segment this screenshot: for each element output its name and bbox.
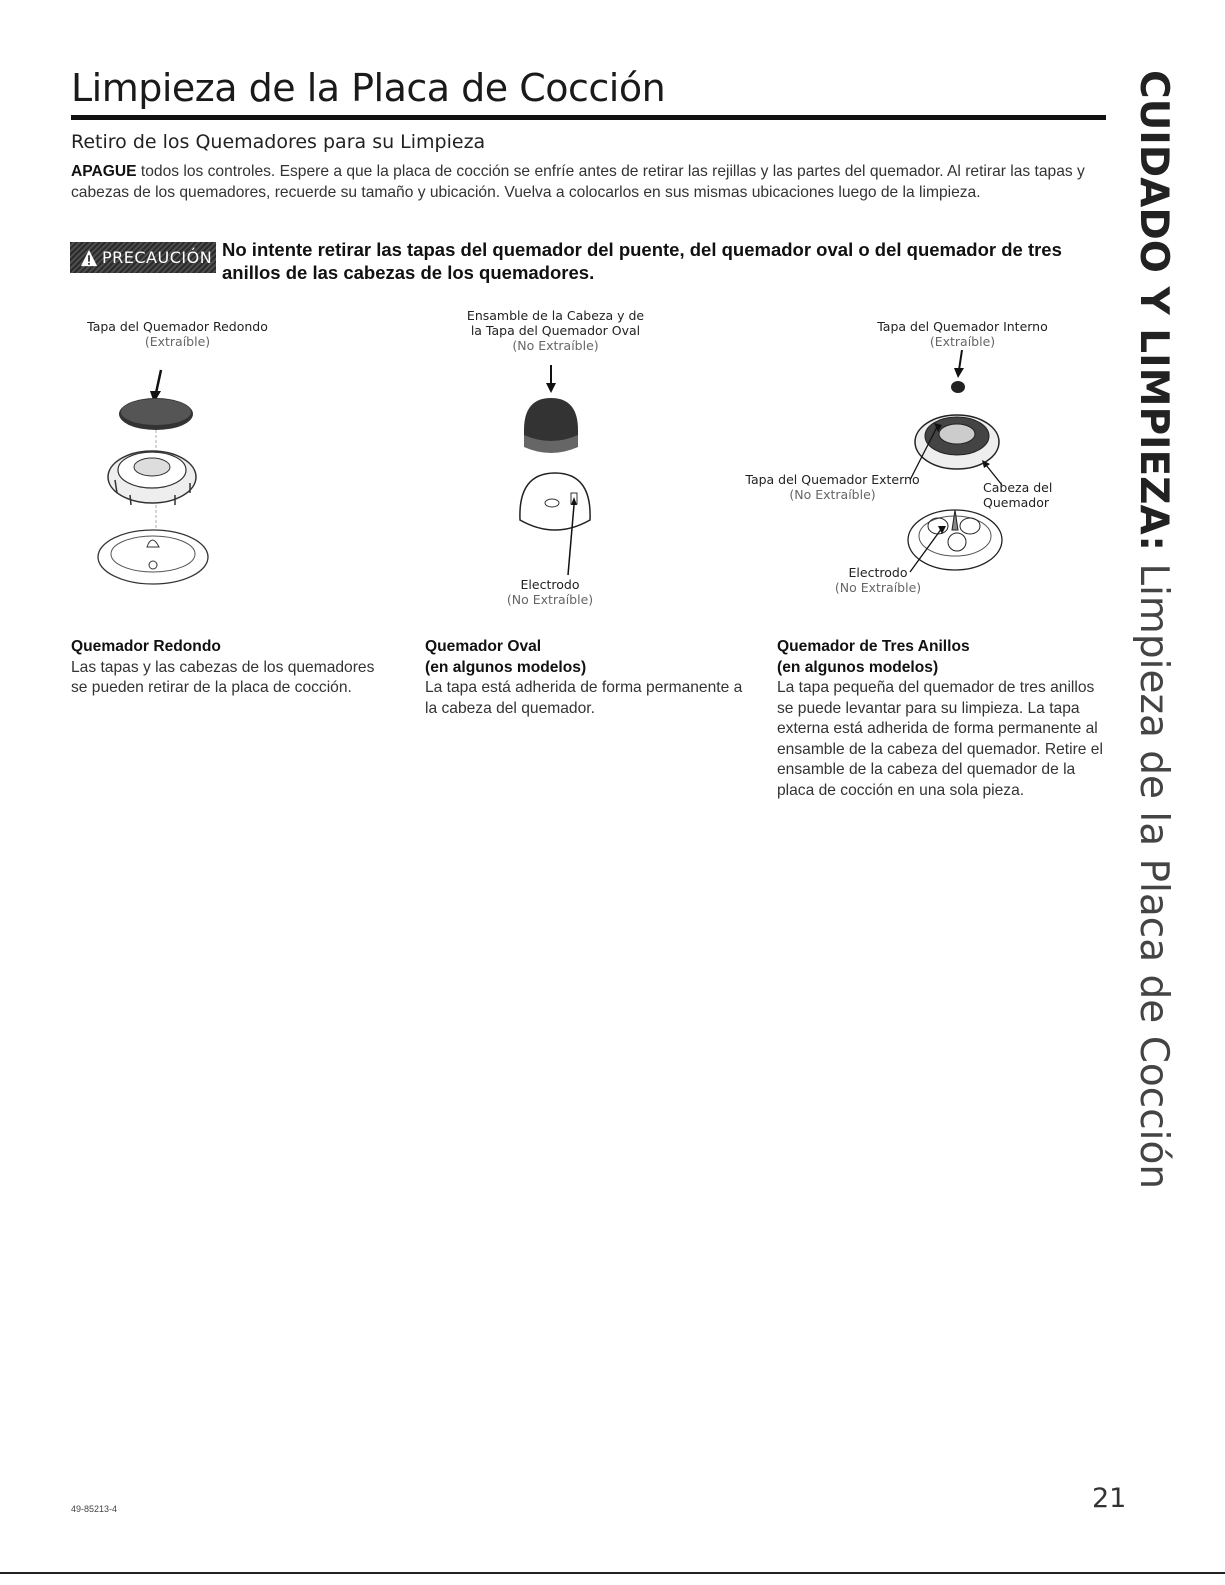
three-ring-column [777, 637, 1107, 801]
outer-cap-sub: (No Extraíble) [789, 487, 876, 502]
three-ring-body: La tapa pequeña del quemador de tres anillos se puede levantar para su limpieza. La tapa externa está adherida de forma permanente al ensamble de la cabeza del quemador. Retire el ensamble de la cabeza del quemador de la placa de cocción en una sola pieza. [777, 679, 1103, 799]
round-burner-heading: Quemador Redondo [71, 638, 221, 655]
round-cap-label [70, 319, 285, 349]
outer-cap-label [730, 472, 935, 502]
side-tab-bold: CUIDADO Y LIMPIEZA: [1131, 70, 1176, 551]
oval-electrode-sub: (No Extraíble) [506, 592, 594, 607]
document-number: 49-85213-4 [71, 1504, 118, 1514]
oval-burner-column [425, 637, 745, 719]
oval-label-sub: (No Extraíble) [512, 338, 599, 353]
burner-head-line1: Cabeza del [983, 480, 1053, 495]
bottom-rule [0, 1572, 1225, 1574]
three-ring-electrode-sub: (No Extraíble) [834, 580, 922, 595]
round-burner-body: Las tapas y las cabezas de los quemadores se pueden retirar de la placa de cocción. [71, 658, 375, 696]
caution-badge [70, 242, 216, 273]
round-cap-sub: (Extraíble) [144, 334, 211, 349]
three-ring-heading: Quemador de Tres Anillos [777, 638, 970, 655]
oval-electrode-text: Electrodo [520, 577, 580, 592]
page-number: 21 [1092, 1483, 1127, 1514]
warning-icon [80, 249, 98, 267]
oval-burner-illustration [500, 365, 620, 580]
side-section-tab [1128, 70, 1178, 1190]
burner-head-label [983, 480, 1063, 510]
three-ring-heading-models: (en algunos modelos) [777, 658, 939, 676]
oval-assembly-label [448, 308, 663, 353]
intro-paragraph [71, 162, 1111, 203]
three-ring-electrode-text: Electrodo [848, 565, 908, 580]
caution-text: No intente retirar las tapas del quemador del puente, del quemador oval o del quemador de tres anillos de las cabezas de los quemadores. [222, 239, 1062, 283]
oval-electrode-label [500, 577, 600, 607]
caution-label: PRECAUCIÓN [102, 248, 213, 267]
section-subtitle: Retiro de los Quemadores para su Limpieza [71, 131, 486, 153]
inner-cap-text: Tapa del Quemador Interno [877, 319, 1048, 334]
oval-burner-heading-models: (en algunos modelos) [425, 658, 587, 676]
round-burner-column [71, 637, 391, 699]
outer-cap-text: Tapa del Quemador Externo [745, 472, 920, 487]
round-cap-label-text: Tapa del Quemador Redondo [87, 319, 268, 334]
intro-text: todos los controles. Espere a que la placa de cocción se enfríe antes de retirar las rejillas y las partes del quemador. Al retirar las tapas y cabezas de los quemadores, recuerde su tamaño y ubicación. Vuelva a colocarlos en sus mismas ubicaciones luego de la limpieza. [71, 163, 1085, 201]
side-tab-light: Limpieza de la Placa de Cocción [1131, 550, 1176, 1190]
three-ring-electrode-label [828, 565, 928, 595]
oval-label-line2: la Tapa del Quemador Oval [470, 323, 641, 338]
page-title: Limpieza de la Placa de Cocción [71, 66, 666, 110]
inner-cap-label [855, 319, 1070, 349]
inner-cap-sub: (Extraíble) [929, 334, 996, 349]
oval-burner-heading: Quemador Oval [425, 638, 542, 655]
oval-burner-body: La tapa está adherida de forma permanente a la cabeza del quemador. [425, 679, 743, 717]
side-tab-text [1128, 70, 1178, 1189]
three-ring-burner-illustration [890, 350, 1060, 580]
intro-bold: APAGUE [71, 163, 137, 180]
oval-label-line1: Ensamble de la Cabeza y de [466, 308, 645, 323]
round-burner-illustration [95, 365, 235, 605]
title-rule [71, 115, 1106, 120]
burner-head-line2: Quemador [983, 495, 1050, 510]
